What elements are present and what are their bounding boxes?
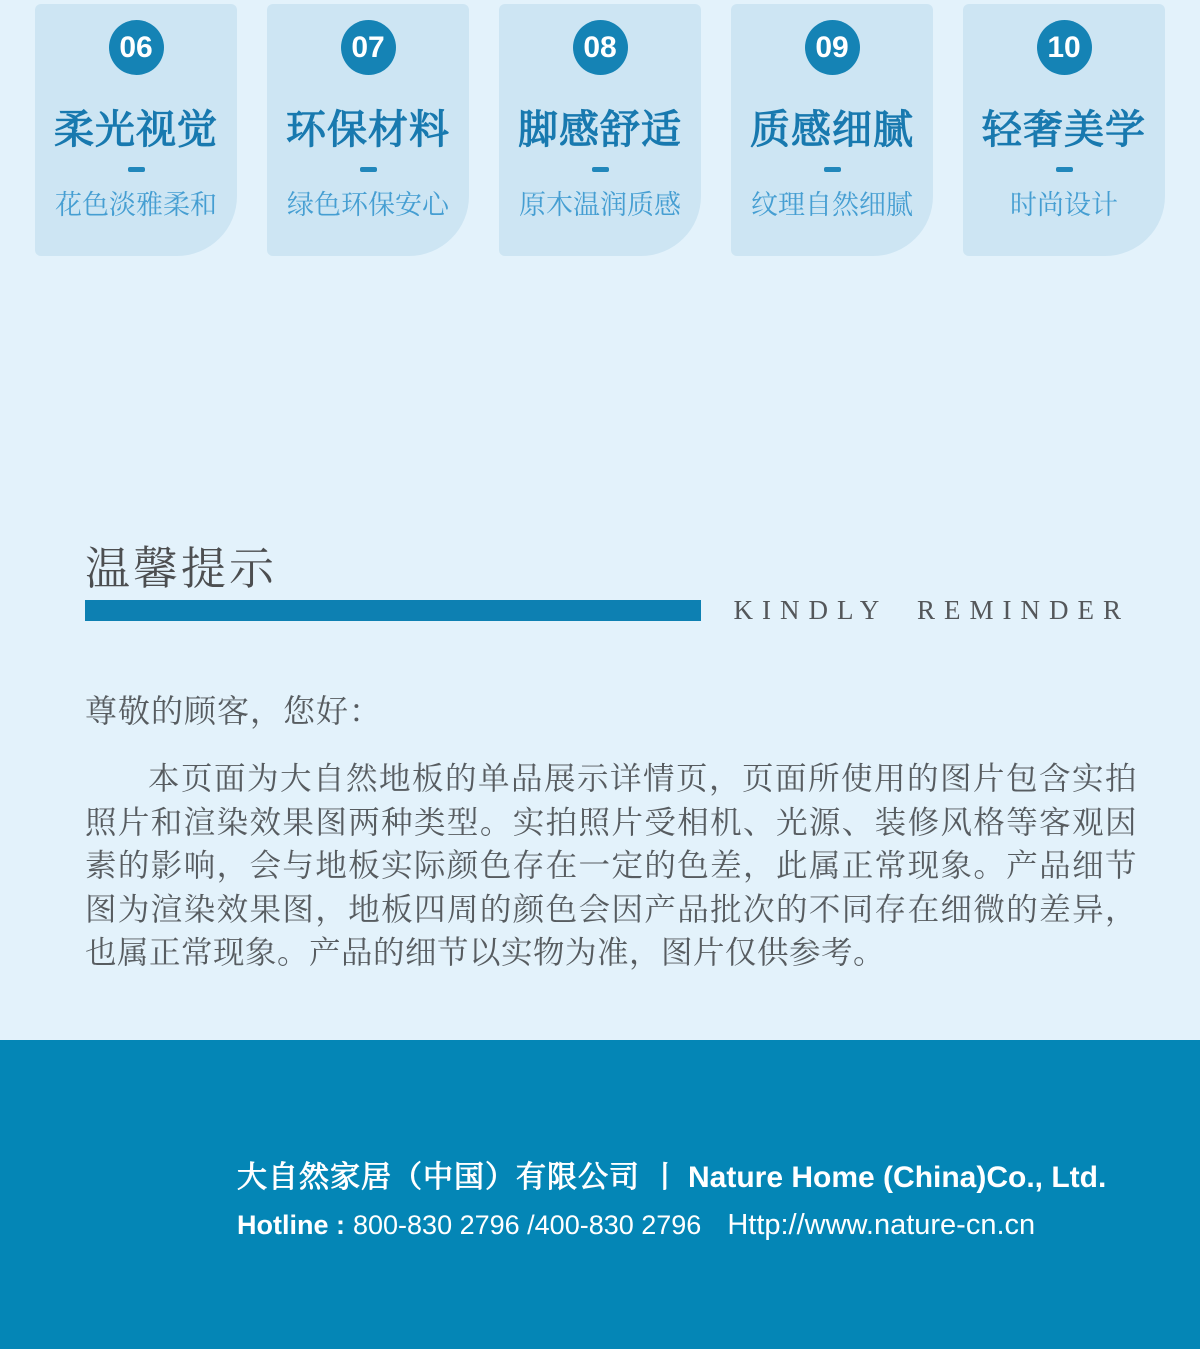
title-divider-dash [592,167,609,172]
feature-card-09 [731,4,933,256]
hotline-numbers: 800-830 2796 /400-830 2796 [353,1210,702,1240]
number-badge: 06 [109,20,164,75]
feature-title: 脚感舒适 [518,108,682,152]
company-name-cn: 大自然家居（中国）有限公司 [237,1161,640,1194]
customer-greeting: 尊敬的顾客，您好： [85,693,383,729]
title-divider-dash [128,167,145,172]
number-badge: 08 [573,20,628,75]
feature-title: 质感细腻 [750,108,914,152]
feature-card-10 [963,4,1165,256]
feature-title: 环保材料 [286,108,450,152]
company-name-en: Nature Home (China)Co., Ltd. [688,1161,1107,1194]
contact-line [237,1209,1106,1242]
feature-subtitle: 花色淡雅柔和 [55,190,217,220]
feature-card-06 [35,4,237,256]
separator-bar: 丨 [650,1161,680,1194]
feature-subtitle: 时尚设计 [1010,190,1118,220]
feature-title: 柔光视觉 [54,108,218,152]
footer [0,1040,1200,1349]
feature-title: 轻奢美学 [982,108,1146,152]
accent-bar [85,600,701,621]
title-divider-dash [360,167,377,172]
feature-subtitle: 纹理自然细腻 [751,190,913,220]
website-url[interactable]: Http://www.nature-cn.cn [727,1209,1036,1241]
feature-subtitle: 原木温润质感 [519,190,681,220]
feature-subtitle: 绿色环保安心 [287,190,449,220]
section-title-underline-row [85,595,1130,626]
footer-content [237,1152,1106,1242]
number-badge: 09 [805,20,860,75]
hotline-label: Hotline : [237,1210,345,1240]
number-badge: 10 [1037,20,1092,75]
notice-paragraph: 本页面为大自然地板的单品展示详情页，页面所使用的图片包含实拍照片和渲染效果图两种类型。实拍照片受相机、光源、装修风格等客观因素的影响，会与地板实际颜色存在一定的色差，此属正常现象。产品细节图为渲染效果图，地板四周的颜色会因产品批次的不同存在细微的差异，也属正常现象。产品的细节以实物为准，图片仅供参考。 [85,760,1137,970]
number-badge: 07 [341,20,396,75]
title-divider-dash [824,167,841,172]
section-title-en: KINDLY REMINDER [733,595,1130,625]
feature-card-07 [267,4,469,256]
feature-cards-row [35,4,1165,256]
company-name-line [237,1152,1106,1196]
title-divider-dash [1056,167,1073,172]
feature-card-08 [499,4,701,256]
section-title-cn: 温馨提示 [85,543,278,594]
